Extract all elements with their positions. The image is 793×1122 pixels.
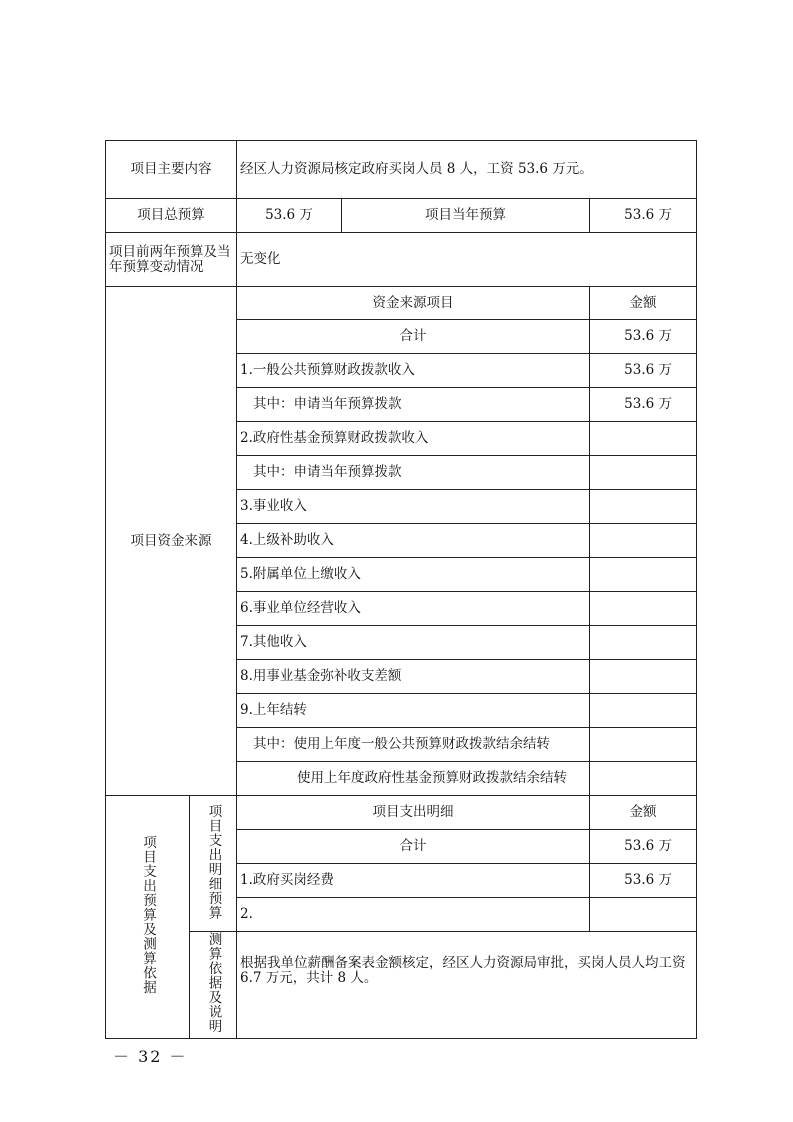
funding-row-item: 使用上年度政府性基金预算财政拨款结余结转	[237, 762, 590, 796]
funding-row-item: 6.事业单位经营收入	[237, 592, 590, 626]
funding-row-amount	[590, 524, 697, 558]
budget-change-value: 无变化	[237, 233, 697, 287]
funding-row-amount: 53.6 万	[590, 388, 697, 422]
funding-row-amount	[590, 660, 697, 694]
funding-row-amount	[590, 592, 697, 626]
expenditure-row-amount	[590, 898, 697, 932]
funding-row-item: 7.其他收入	[237, 626, 590, 660]
expenditure-label-cell	[106, 796, 190, 1039]
funding-header-amount: 金额	[590, 287, 697, 320]
funding-row-item: 9.上年结转	[237, 694, 590, 728]
main-content-value: 经区人力资源局核定政府买岗人员 8 人，工资 53.6 万元。	[237, 141, 697, 199]
funding-row-amount	[590, 728, 697, 762]
detail-budget-label: 项目支出明细预算	[205, 803, 222, 920]
funding-row-amount	[590, 422, 697, 456]
basis-label-cell	[190, 932, 237, 1039]
budget-table	[105, 140, 697, 1039]
funding-row-item: 其中：申请当年预算拨款	[237, 456, 590, 490]
expenditure-row-item: 2.	[237, 898, 590, 932]
funding-row-item: 其中：申请当年预算拨款	[237, 388, 590, 422]
detail-label-cell	[190, 796, 237, 932]
funding-row-amount	[590, 456, 697, 490]
year-budget-value: 53.6 万	[590, 199, 697, 233]
basis-label: 测算依据及说明	[205, 932, 222, 1034]
funding-row-item: 2.政府性基金预算财政拨款收入	[237, 422, 590, 456]
funding-row-item: 其中：使用上年度一般公共预算财政拨款结余结转	[237, 728, 590, 762]
funding-row-item: 4.上级补助收入	[237, 524, 590, 558]
funding-row-item: 3.事业收入	[237, 490, 590, 524]
page-number: － 32 －	[113, 1047, 188, 1066]
expenditure-row-amount: 53.6 万	[590, 864, 697, 898]
funding-row-amount	[590, 762, 697, 796]
funding-row-amount	[590, 694, 697, 728]
funding-row-amount: 53.6 万	[590, 354, 697, 388]
budget-change-label: 项目前两年预算及当年预算变动情况	[106, 233, 237, 287]
year-budget-label: 项目当年预算	[342, 199, 590, 233]
expenditure-row-amount: 53.6 万	[590, 830, 697, 864]
basis-text: 根据我单位薪酬备案表金额核定，经区人力资源局审批，买岗人员人均工资 6.7 万元，共计 8 人。	[237, 932, 697, 1039]
funding-source-label: 项目资金来源	[106, 287, 237, 796]
total-budget-label: 项目总预算	[106, 199, 237, 233]
funding-row-item: 合计	[237, 320, 590, 354]
funding-row-amount	[590, 626, 697, 660]
funding-row-item: 8.用事业基金弥补收支差额	[237, 660, 590, 694]
expenditure-header-item: 项目支出明细	[237, 796, 590, 830]
expenditure-row-item: 合计	[237, 830, 590, 864]
funding-row-amount: 53.6 万	[590, 320, 697, 354]
funding-header-item: 资金来源项目	[237, 287, 590, 320]
funding-row-item: 1.一般公共预算财政拨款收入	[237, 354, 590, 388]
total-budget-value: 53.6 万	[237, 199, 342, 233]
main-content-label: 项目主要内容	[106, 141, 237, 199]
expenditure-label: 项目支出预算及测算依据	[140, 835, 156, 995]
expenditure-row-item: 1.政府买岗经费	[237, 864, 590, 898]
funding-row-amount	[590, 558, 697, 592]
funding-row-item: 5.附属单位上缴收入	[237, 558, 590, 592]
funding-row-amount	[590, 490, 697, 524]
expenditure-header-amount: 金额	[590, 796, 697, 830]
